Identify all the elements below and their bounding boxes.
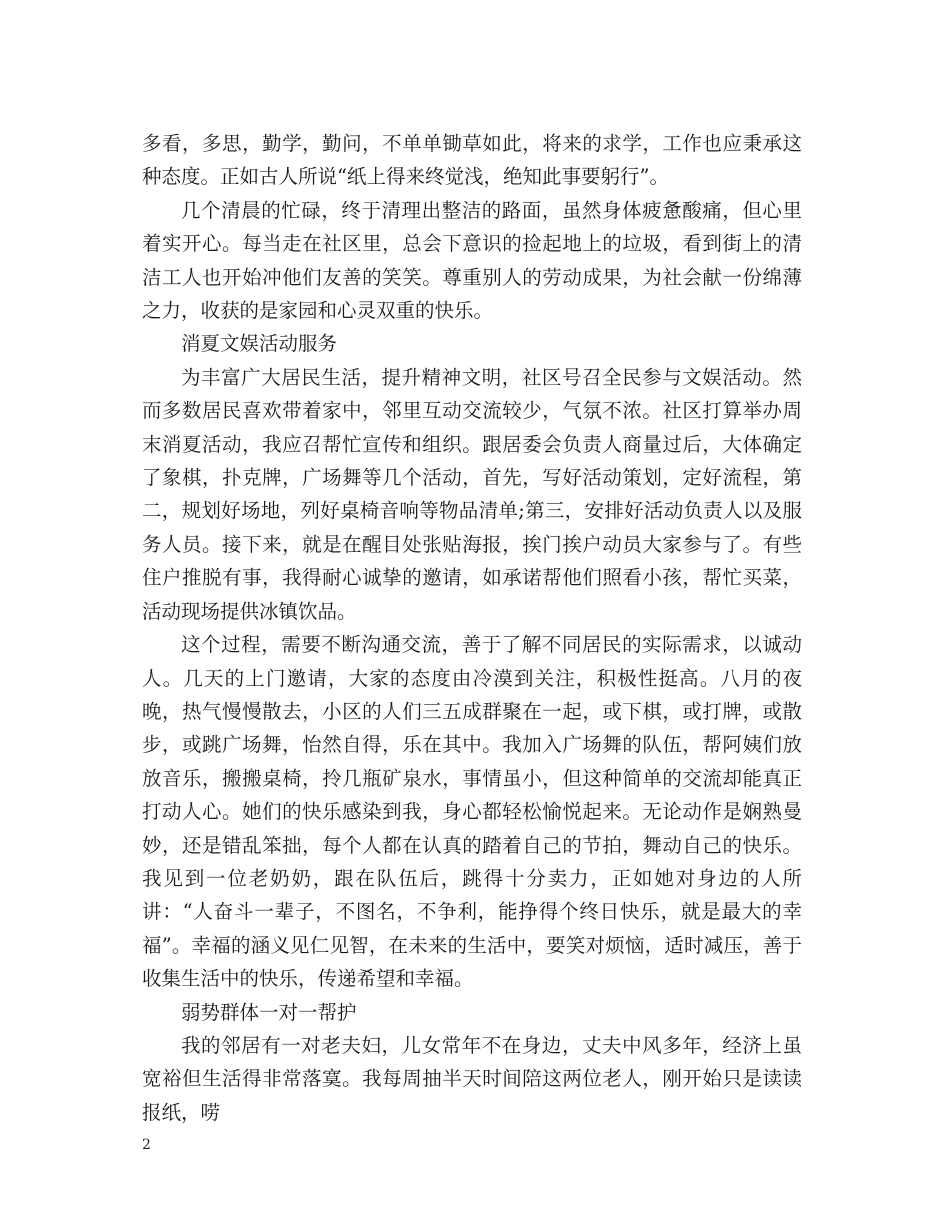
document-body	[142, 127, 802, 1129]
paragraph-3: 为丰富广大居民生活，提升精神文明，社区号召全民参与文娱活动。然而多数居民喜欢带着家中，邻里互动交流较少，气氛不浓。社区打算举办周末消夏活动，我应召帮忙宣传和组织。跟居委会负责人商量过后，大体确定了象棋，扑克牌，广场舞等几个活动，首先，写好活动策划，定好流程，第二，规划好场地，列好桌椅音响等物品清单;第三，安排好活动负责人以及服务人员。接下来，就是在醒目处张贴海报，挨门挨户动员大家参与了。有些住户推脱有事，我得耐心诚挚的邀请，如承诺帮他们照看小孩，帮忙买菜，活动现场提供冰镇饮品。	[142, 365, 802, 623]
section-heading-summer-activities: 消夏文娱活动服务	[181, 332, 338, 356]
paragraph-5: 我的邻居有一对老夫妇，儿女常年不在身边，丈夫中风多年，经济上虽宽裕但生活得非常落寞。我每周抽半天时间陪这两位老人，刚开始只是读读报纸，唠	[142, 1033, 802, 1124]
section-heading-vulnerable-groups: 弱势群体一对一帮护	[181, 1000, 357, 1024]
paragraph-2: 几个清晨的忙碌，终于清理出整洁的路面，虽然身体疲惫酸痛，但心里着实开心。每当走在社区里，总会下意识的捡起地上的垃圾，看到街上的清洁工人也开始冲他们友善的笑笑。尊重别人的劳动成果，为社会献一份绵薄之力，收获的是家园和心灵双重的快乐。	[142, 198, 802, 323]
page-number: 2	[142, 1137, 151, 1153]
paragraph-4: 这个过程，需要不断沟通交流，善于了解不同居民的实际需求，以诚动人。几天的上门邀请，大家的态度由冷漠到关注，积极性挺高。八月的夜晚，热气慢慢散去，小区的人们三五成群聚在一起，或下棋，或打牌，或散步，或跳广场舞，怡然自得，乐在其中。我加入广场舞的队伍，帮阿姨们放放音乐，搬搬桌椅，拎几瓶矿泉水，事情虽小，但这种简单的交流却能真正打动人心。她们的快乐感染到我，身心都轻松愉悦起来。无论动作是娴熟曼妙，还是错乱笨拙，每个人都在认真的踏着自己的节拍，舞动自己的快乐。我见到一位老奶奶，跟在队伍后，跳得十分卖力，正如她对身边的人所讲：“人奋斗一辈子，不图名，不争利，能挣得个终日快乐，就是最大的幸福”。幸福的涵义见仁见智，在未来的生活中，要笑对烦恼，适时减压，善于收集生活中的快乐，传递希望和幸福。	[142, 633, 802, 991]
paragraph-1: 多看，多思，勤学，勤问，不单单锄草如此，将来的求学，工作也应秉承这种态度。正如古人所说“纸上得来终觉浅，绝知此事要躬行”。	[142, 132, 802, 189]
